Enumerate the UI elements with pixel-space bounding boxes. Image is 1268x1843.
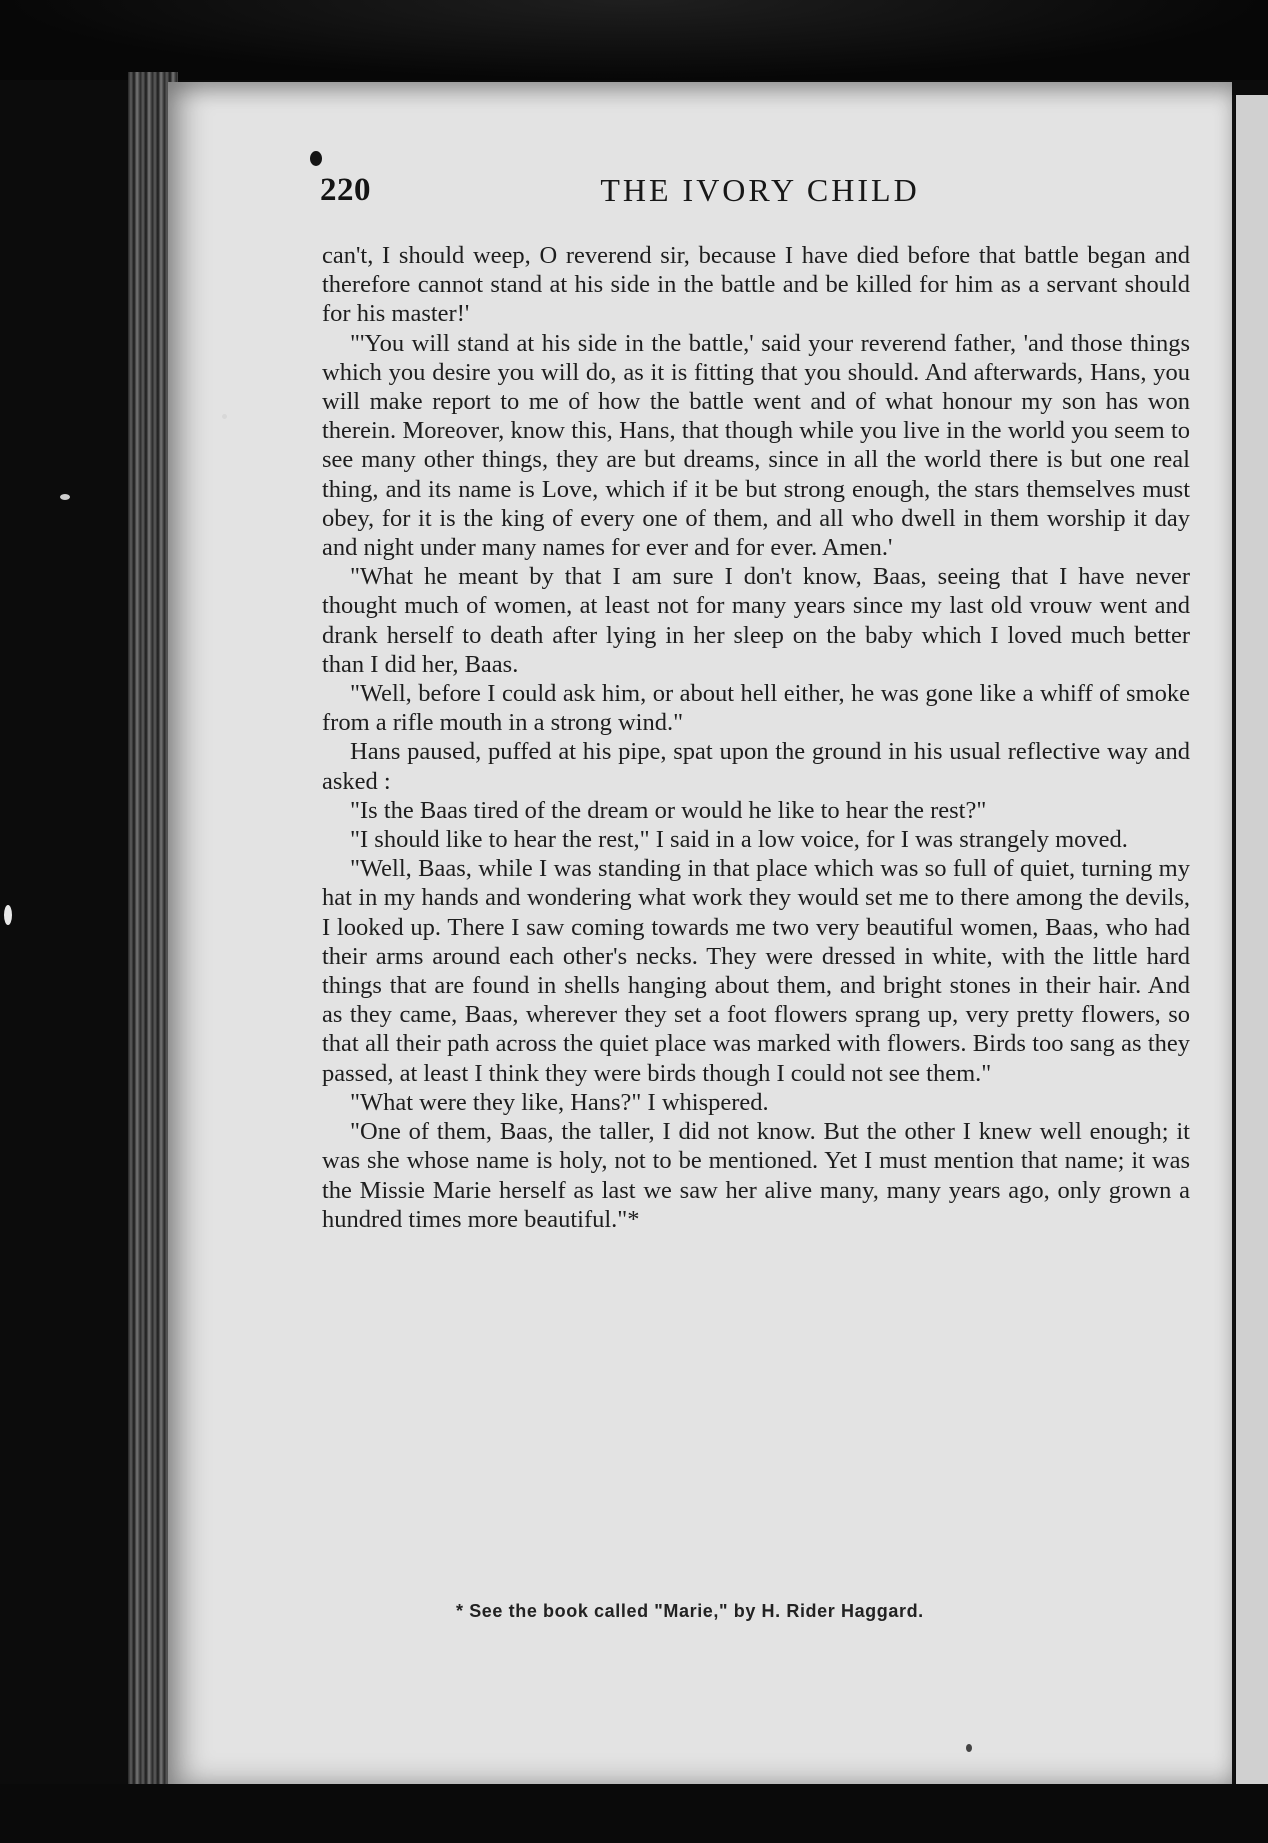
scan-speck: [966, 1744, 972, 1752]
body-text: [322, 241, 1190, 1234]
scan-background-top: [0, 0, 1268, 80]
paragraph: "I should like to hear the rest," I said in a low voice, for I was strangely moved.: [350, 826, 1128, 854]
paragraph: "What he meant by that I am sure I don't know, Baas, seeing that I have never thought much of women, at least not for many years since my last old vrouw went and drank herself to death after lying in her sleep on the baby which I loved much better than I did her, Baas.: [322, 563, 1190, 678]
paragraph: "Well, Baas, while I was standing in that place which was so full of quiet, turning my hat in my hands and wondering what work they would set me to there among the devils, I looked up. There I saw coming towards me two very beautiful women, Baas, who had their arms around each other's necks. They were dressed in white, with the little hard things that are found in shells hanging about them, and bright stones in their hair. And as they came, Baas, wherever they set a foot flowers sprang up, very pretty flowers, so that all their path across the quiet place was marked with flowers. Birds too sang as they passed, at least I think they were birds though I could not see them.": [322, 855, 1190, 1087]
paragraph: Hans paused, puffed at his pipe, spat upon the ground in his usual reflective way and asked :: [322, 738, 1190, 795]
paragraph: can't, I should weep, O reverend sir, because I have died before that battle began and therefore cannot stand at his side in the battle and be killed for him as a servant should for his master!': [322, 242, 1190, 328]
page-header: [320, 172, 940, 222]
adjacent-page-strip: [1236, 95, 1268, 1785]
paragraph: "What were they like, Hans?" I whispered.: [350, 1088, 769, 1116]
paragraph: "'You will stand at his side in the battle,' said your reverend father, 'and those things which you desire you will do, as it is fitting that you should. And afterwards, Hans, you will make report to me of how the battle went and of what honour my son has won therein. Moreover, know this, Hans, that though while you live in the world you seem to see many other things, they are but dreams, since in all the world there is but one real thing, and its name is Love, which if it be but strong enough, the stars themselves must obey, for it is the king of every one of them, and all who dwell in them worship it day and night under many names for ever and for ever. Amen.': [322, 329, 1190, 562]
scan-background-bottom: [0, 1784, 1268, 1843]
scan-speck: [4, 905, 12, 925]
ink-blot: [310, 151, 322, 166]
footnote: * See the book called "Marie," by H. Rider Haggard.: [456, 1601, 924, 1621]
running-title: THE IVORY CHILD: [600, 172, 920, 208]
paragraph: "Well, before I could ask him, or about hell either, he was gone like a whiff of smoke from a rifle mouth in a strong wind.": [322, 680, 1190, 737]
scan-speck: [60, 494, 70, 500]
paragraph: "Is the Baas tired of the dream or would he like to hear the rest?": [350, 796, 987, 824]
page-number: 220: [320, 172, 371, 208]
page-right-edge: [1232, 95, 1235, 1785]
paragraph: "One of them, Baas, the taller, I did not know. But the other I knew well enough; it was she whose name is holy, not to be mentioned. Yet I must mention that name; it was the Missie Marie herself as last we saw her alive many, many years ago, only grown a hundred times more beautiful."*: [322, 1118, 1190, 1233]
scan-speck: [222, 414, 227, 419]
